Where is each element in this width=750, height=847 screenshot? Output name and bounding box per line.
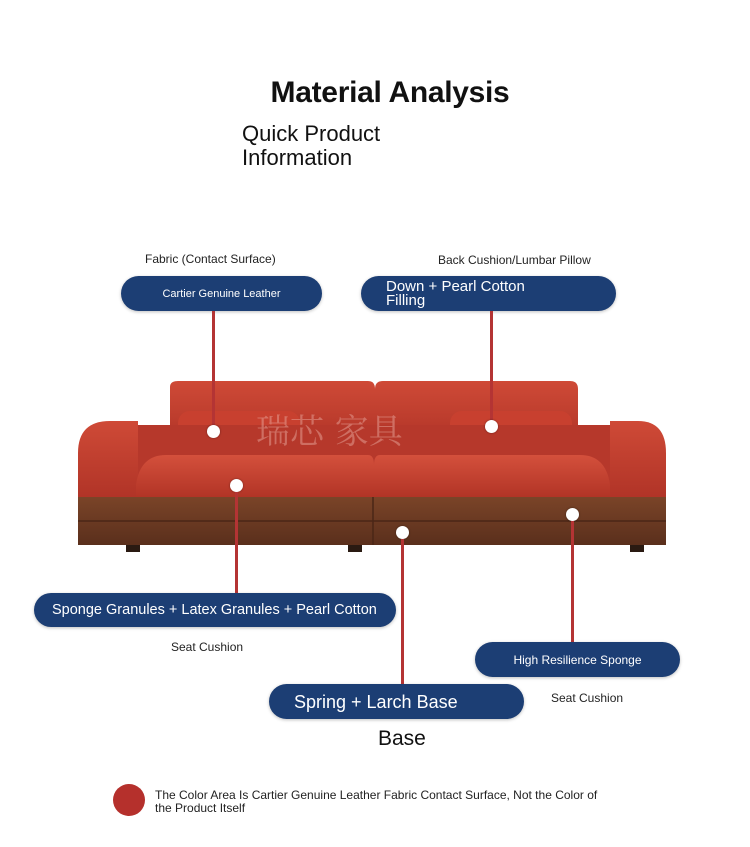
fabric-caption: Fabric (Contact Surface) [145, 252, 276, 266]
brand-watermark: 瑞芯 家具 [256, 412, 403, 452]
resilience-material-value: High Resilience Sponge [513, 652, 642, 667]
seat-cushion-material-value: Sponge Granules + Latex Granules + Pearl Cotton [52, 602, 377, 618]
resilience-marker-dot [566, 508, 579, 521]
seat-cushion-marker-dot [230, 479, 243, 492]
seat-cushion-material-pill [34, 593, 396, 627]
back-cushion-material-value: Down + Pearl Cotton Filling [386, 277, 525, 309]
fabric-connector-line [212, 311, 215, 431]
base-connector-line [401, 539, 404, 685]
fabric-material-value: Cartier Genuine Leather [162, 287, 281, 300]
page-title: Material Analysis [270, 76, 510, 109]
color-disclaimer-note: The Color Area Is Cartier Genuine Leather Fabric Contact Surface, Not the Color of the Product Itself [155, 788, 598, 815]
seat-cushion-connector-line [235, 492, 238, 594]
fabric-marker-dot [207, 425, 220, 438]
color-swatch [113, 784, 145, 816]
base-material-pill [269, 684, 524, 719]
base-material-value: Spring + Larch Base [294, 691, 458, 712]
back-cushion-connector-line [490, 311, 493, 426]
seat-cushion-left [136, 455, 374, 497]
resilience-caption: Seat Cushion [551, 691, 624, 705]
sofa-foot [126, 545, 140, 552]
base-marker-dot [396, 526, 409, 539]
back-cushion-caption: Back Cushion/Lumbar Pillow [438, 253, 591, 267]
seat-cushion-caption: Seat Cushion [171, 640, 244, 654]
resilience-material-pill [475, 642, 680, 677]
back-cushion-material-pill [361, 276, 616, 311]
back-cushion-marker-dot [485, 420, 498, 433]
base-caption: Base [378, 727, 426, 750]
sofa-foot [630, 545, 644, 552]
sofa-foot [348, 545, 362, 552]
page-subtitle: Quick Product Information [242, 121, 381, 170]
seat-cushion-right [374, 455, 610, 497]
resilience-connector-line [571, 521, 574, 643]
fabric-material-pill [121, 276, 322, 311]
sofa-illustration [70, 375, 675, 555]
